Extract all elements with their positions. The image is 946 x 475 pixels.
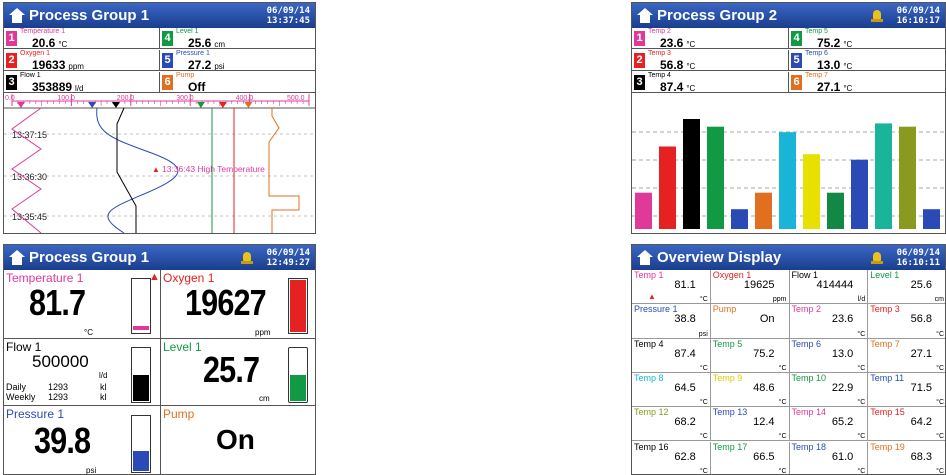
- overview-value: 62.8: [674, 450, 696, 463]
- bar: [923, 209, 940, 229]
- channel-chip[interactable]: [632, 72, 789, 93]
- channel-value: Off: [188, 80, 206, 93]
- overview-unit: °C: [699, 399, 708, 407]
- overview-unit: °C: [857, 467, 866, 475]
- channel-chip[interactable]: [4, 72, 160, 93]
- bar: [899, 127, 916, 229]
- overview-value: 71.5: [910, 381, 932, 394]
- overview-value: 64.5: [674, 381, 696, 394]
- channel-value: 19633 ppm: [32, 58, 84, 71]
- channel-label: Temp 7: [805, 72, 828, 79]
- overview-cell[interactable]: [790, 373, 869, 407]
- bar: [659, 147, 676, 230]
- overview-value: 25.6: [910, 279, 932, 291]
- channel-label: Flow 1: [20, 72, 41, 79]
- pump-label: Pump: [163, 407, 195, 421]
- channel-marker: [197, 102, 205, 108]
- overview-value: 87.4: [674, 347, 696, 360]
- level-label: Level 1: [163, 340, 202, 354]
- channel-value: 13.0 °C: [817, 58, 853, 71]
- overview-value: 27.1: [910, 347, 932, 360]
- overview-unit: °C: [857, 330, 866, 338]
- panel-header: [632, 3, 945, 28]
- overview-value: 65.2: [831, 416, 854, 429]
- temperature-label: Temperature 1: [6, 271, 84, 285]
- panel-header: [632, 245, 945, 270]
- overview-label: Temp 15: [870, 407, 905, 418]
- channel-number-badge: 6: [791, 75, 802, 90]
- panel-title: Process Group 1: [29, 249, 150, 266]
- panel-overview-display: [631, 244, 946, 475]
- overview-cell[interactable]: [868, 373, 946, 407]
- channel-number-badge: 3: [6, 75, 17, 90]
- overview-value: 23.6: [831, 313, 854, 326]
- flow-unit: l/d: [99, 371, 108, 380]
- overview-label: Pressure 1: [634, 304, 678, 315]
- channel-number-badge: 4: [791, 31, 802, 46]
- overview-cell[interactable]: [868, 270, 946, 304]
- temperature-bar: [131, 278, 151, 334]
- channel-value: 87.4 °C: [660, 80, 696, 93]
- channel-chip[interactable]: [160, 72, 316, 93]
- overview-value: 414444: [816, 279, 854, 291]
- overview-unit: °C: [936, 399, 944, 407]
- flow-label: Flow 1: [6, 340, 42, 354]
- alarm-bell-icon[interactable]: [241, 252, 253, 264]
- pressure-bar: [131, 415, 151, 473]
- scale-tick-label: 0.0: [5, 95, 15, 102]
- home-icon[interactable]: [636, 250, 654, 266]
- channel-number-badge: 5: [162, 53, 173, 68]
- oxygen-label: Oxygen 1: [163, 271, 215, 285]
- overview-label: Temp 6: [791, 338, 822, 349]
- overview-unit: psi: [698, 330, 708, 338]
- channel-value: 353889 l/d: [32, 80, 84, 93]
- channel-value: 23.6 °C: [660, 36, 696, 49]
- channel-chip[interactable]: [4, 28, 160, 49]
- overview-cell[interactable]: [632, 304, 711, 338]
- overview-value: 66.5: [753, 450, 775, 463]
- overview-unit: °C: [936, 364, 944, 372]
- overview-cell[interactable]: [711, 270, 790, 304]
- overview-label: Temp 17: [712, 441, 748, 452]
- overview-unit: °C: [699, 296, 708, 304]
- overview-unit: °C: [936, 467, 944, 475]
- flow-value: 500000: [32, 352, 89, 371]
- panel-process-group-1-trend: [3, 2, 316, 234]
- bar-graph: [632, 94, 946, 233]
- overview-cell[interactable]: [632, 339, 711, 373]
- overview-cell[interactable]: [790, 270, 869, 304]
- channel-marker: [88, 102, 96, 108]
- channel-label: Pressure 1: [176, 50, 210, 57]
- scale-tick-label: 200.0: [116, 95, 135, 102]
- alarm-up-arrow-icon: ▲: [149, 271, 160, 283]
- panel-process-group-1-digital: [3, 244, 316, 475]
- bar: [803, 154, 820, 229]
- alarm-annotation: 13:36:43 High Temperature: [162, 164, 265, 174]
- overview-unit: l/d: [857, 296, 866, 304]
- overview-label: Temp 8: [634, 372, 664, 383]
- channel-chip[interactable]: [160, 50, 316, 71]
- overview-label: Temp 4: [634, 338, 664, 349]
- scale-tick-label: 100.0: [57, 95, 75, 102]
- level-cell[interactable]: [161, 339, 316, 406]
- overview-cell[interactable]: [632, 373, 711, 407]
- date-time: 06/09/14 16:10:11: [896, 247, 940, 268]
- home-icon[interactable]: [8, 250, 26, 266]
- channel-value: 25.6 cm: [188, 36, 226, 49]
- level-value: 25.7: [203, 349, 260, 390]
- oxygen-value: 19627: [185, 282, 266, 323]
- bar: [779, 132, 796, 229]
- channel-chip[interactable]: [632, 50, 789, 71]
- channel-chip[interactable]: [789, 72, 946, 93]
- overview-value: 48.6: [753, 381, 775, 394]
- overview-value: 68.2: [674, 416, 696, 429]
- channel-marker: [17, 102, 25, 108]
- channel-value: 56.8 °C: [660, 58, 696, 71]
- flow-cell[interactable]: [4, 339, 161, 406]
- overview-label: Temp 12: [634, 407, 669, 418]
- temperature-value: 81.7: [29, 282, 86, 323]
- home-icon[interactable]: [636, 8, 654, 24]
- overview-cell[interactable]: [790, 304, 869, 338]
- overview-unit: °C: [857, 399, 866, 407]
- channel-number-badge: 1: [634, 31, 645, 46]
- overview-cell[interactable]: [711, 373, 790, 407]
- flow-trace: [117, 108, 136, 233]
- scale-tick-label: 500.0: [287, 95, 305, 102]
- overview-cell[interactable]: [632, 442, 711, 475]
- channel-value: 20.6 °C: [32, 36, 68, 49]
- channel-value: 27.2 psi: [188, 58, 225, 71]
- channel-label: Level 1: [176, 28, 199, 35]
- alarm-up-arrow-icon: ▲: [648, 292, 656, 301]
- overview-grid: [632, 270, 946, 475]
- channel-number-badge: 6: [162, 75, 173, 90]
- overview-cell[interactable]: [790, 442, 869, 475]
- overview-cell[interactable]: [868, 339, 946, 373]
- channel-number-badge: 2: [6, 53, 17, 68]
- overview-unit: cm: [934, 296, 944, 304]
- pump-cell[interactable]: [161, 406, 316, 475]
- overview-label: Level 1: [870, 270, 900, 280]
- overview-label: Temp 1: [634, 270, 664, 280]
- overview-cell[interactable]: [711, 304, 790, 338]
- channel-number-badge: 5: [791, 53, 802, 68]
- overview-unit: °C: [857, 364, 866, 372]
- overview-cell[interactable]: [711, 407, 790, 441]
- alarm-bell-icon[interactable]: [871, 252, 883, 264]
- home-icon[interactable]: [8, 8, 26, 24]
- trend-chart: [4, 94, 316, 233]
- overview-unit: °C: [936, 433, 944, 441]
- channel-chip[interactable]: [4, 50, 160, 71]
- alarm-up-arrow-icon: ▲: [152, 165, 160, 174]
- overview-label: Temp 5: [712, 338, 743, 349]
- level-bar: [288, 347, 308, 403]
- overview-value: 19625: [743, 279, 775, 291]
- alarm-bell-icon[interactable]: [871, 10, 883, 22]
- channel-number-badge: 2: [634, 53, 645, 68]
- date-time: 06/09/14 12:49:27: [266, 247, 310, 268]
- overview-value: 12.4: [753, 416, 775, 429]
- overview-value: 13.0: [831, 347, 854, 360]
- channel-label: Temp 2: [648, 28, 671, 35]
- overview-label: Temp 11: [870, 372, 905, 383]
- overview-unit: °C: [778, 433, 787, 441]
- temperature-unit: °C: [84, 328, 93, 337]
- channel-chip[interactable]: [160, 28, 316, 49]
- overview-unit: °C: [778, 364, 787, 372]
- channel-label: Temp 3: [648, 50, 671, 57]
- overview-unit: ppm: [772, 296, 787, 304]
- daily-total: Daily 1293 kl: [6, 382, 107, 392]
- overview-label: Temp 9: [712, 372, 743, 383]
- overview-cell[interactable]: [868, 442, 946, 475]
- channel-marker: [244, 102, 252, 108]
- weekly-total: Weekly 1293 kl: [6, 392, 107, 402]
- overview-unit: °C: [936, 330, 944, 338]
- overview-cell[interactable]: [868, 407, 946, 441]
- overview-label: Oxygen 1: [712, 270, 752, 280]
- overview-unit: °C: [857, 433, 866, 441]
- bar: [731, 209, 748, 229]
- channel-number-badge: 4: [162, 31, 173, 46]
- overview-label: Temp 13: [712, 407, 748, 418]
- channel-number-badge: 1: [6, 31, 17, 46]
- overview-label: Pump: [712, 304, 737, 315]
- overview-unit: °C: [699, 467, 708, 475]
- pressure-unit: psi: [86, 466, 97, 475]
- overview-unit: °C: [778, 399, 787, 407]
- bar: [827, 193, 844, 229]
- pump-value: On: [216, 424, 255, 455]
- oxygen-cell[interactable]: [161, 270, 316, 339]
- panel-title: Overview Display: [657, 249, 782, 266]
- bar: [851, 160, 868, 229]
- bar: [683, 119, 700, 229]
- panel-process-group-2-bars: [631, 2, 946, 234]
- bar: [707, 127, 724, 229]
- channel-marker: [112, 102, 120, 108]
- overview-value: 22.9: [831, 381, 854, 394]
- time-label: 13:35:45: [12, 212, 48, 222]
- overview-cell[interactable]: [632, 270, 711, 304]
- overview-label: Temp 2: [791, 304, 822, 315]
- channel-chip[interactable]: [789, 28, 946, 49]
- pressure-value: 39.8: [34, 420, 91, 461]
- overview-cell[interactable]: [868, 304, 946, 338]
- channel-label: Oxygen 1: [20, 50, 50, 57]
- overview-label: Temp 18: [791, 441, 827, 452]
- oxygen-bar: [288, 278, 308, 334]
- level-unit: cm: [259, 394, 270, 403]
- oxygen-unit: ppm: [255, 328, 271, 337]
- overview-value: 68.3: [910, 450, 932, 463]
- bar: [755, 193, 772, 229]
- panel-header: [4, 245, 315, 270]
- overview-cell[interactable]: [790, 339, 869, 373]
- overview-label: Temp 16: [634, 441, 669, 452]
- channel-label: Temp 6: [805, 50, 828, 57]
- panel-header: [4, 3, 315, 28]
- overview-value: On: [759, 313, 775, 326]
- overview-value: 56.8: [910, 313, 932, 326]
- channel-chip[interactable]: [632, 28, 789, 49]
- channel-value: 27.1 °C: [817, 80, 853, 93]
- date-time: 06/09/14 16:10:17: [896, 5, 940, 26]
- channel-label: Temp 4: [648, 72, 671, 79]
- overview-label: Temp 10: [791, 372, 827, 383]
- bar: [875, 123, 892, 229]
- temperature-cell[interactable]: [4, 270, 161, 339]
- overview-cell[interactable]: [711, 339, 790, 373]
- channel-label: Temperature 1: [20, 28, 66, 35]
- panel-title: Process Group 2: [657, 7, 778, 24]
- time-label: 13:36:30: [12, 172, 48, 182]
- pressure-label: Pressure 1: [6, 407, 65, 421]
- bar: [635, 193, 652, 229]
- overview-cell[interactable]: [711, 442, 790, 475]
- panel-title: Process Group 1: [29, 7, 150, 24]
- pump-trace: [269, 108, 299, 233]
- overview-label: Temp 14: [791, 407, 827, 418]
- scale-tick-label: 400.0: [235, 95, 254, 102]
- channel-chip[interactable]: [789, 50, 946, 71]
- overview-unit: °C: [778, 467, 787, 475]
- channel-number-badge: 3: [634, 75, 645, 90]
- date-time: 06/09/14 13:37:45: [266, 5, 310, 26]
- overview-unit: °C: [699, 433, 708, 441]
- scale-tick-label: 300.0: [176, 95, 194, 102]
- pressure-cell[interactable]: [4, 406, 161, 475]
- overview-value: 38.8: [674, 313, 696, 326]
- channel-value: 75.2 °C: [817, 36, 853, 49]
- overview-value: 64.2: [910, 416, 932, 429]
- channel-label: Pump: [176, 72, 195, 79]
- time-label: 13:37:15: [12, 130, 48, 140]
- overview-cell[interactable]: [790, 407, 869, 441]
- overview-label: Temp 19: [870, 441, 905, 452]
- overview-unit: °C: [699, 364, 708, 372]
- flow-bar: [131, 347, 151, 403]
- overview-value: 61.0: [831, 450, 854, 463]
- overview-label: Flow 1: [791, 270, 819, 280]
- channel-label: Temp 5: [805, 28, 828, 35]
- overview-value: 81.1: [674, 279, 696, 291]
- overview-label: Temp 7: [870, 338, 900, 349]
- overview-label: Temp 3: [870, 304, 900, 315]
- overview-value: 75.2: [753, 347, 775, 360]
- overview-cell[interactable]: [632, 407, 711, 441]
